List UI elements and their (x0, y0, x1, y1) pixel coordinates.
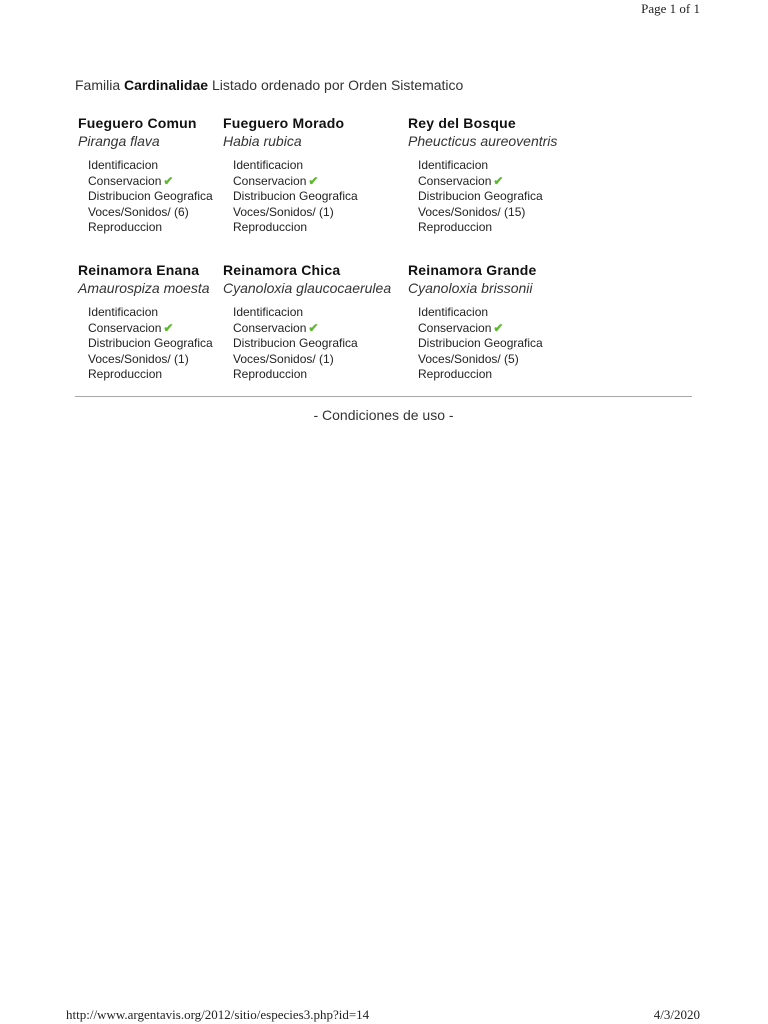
species-link-label: Conservacion (88, 173, 162, 188)
species-scientific-name: Cyanoloxia glaucocaerulea (223, 280, 392, 296)
species-link-label: Identificacion (418, 158, 489, 172)
species-link-label: Conservacion (233, 320, 307, 335)
family-suffix: Listado ordenado por Orden Sistematico (211, 77, 464, 93)
print-date: 4/3/2020 (653, 1007, 700, 1022)
species-link[interactable] (88, 367, 213, 383)
species-link[interactable] (233, 352, 391, 368)
species-links (88, 158, 213, 236)
species-link[interactable] (233, 189, 358, 205)
species-link[interactable] (233, 321, 391, 337)
species-link[interactable] (418, 205, 557, 221)
species-link[interactable] (233, 174, 358, 190)
page-count: Page 1 of 1 (641, 1, 700, 16)
species-common-name: Fueguero Comun (78, 115, 197, 131)
checkmark-icon: ✔ (493, 320, 504, 335)
species-link-label: Reproduccion (418, 220, 493, 234)
species-link-label: Reproduccion (88, 367, 163, 381)
species-link-label: Distribucion Geografica (88, 336, 213, 350)
species-scientific-name: Amaurospiza moesta (78, 280, 210, 296)
checkmark-icon: ✔ (163, 173, 174, 188)
species-common-name: Reinamora Enana (78, 262, 200, 278)
species-link-label: Distribucion Geografica (418, 336, 543, 350)
checkmark-icon: ✔ (493, 173, 504, 188)
species-scientific-name: Piranga flava (78, 133, 160, 149)
species-link[interactable] (233, 205, 358, 221)
species-card (408, 262, 543, 383)
species-link-label: Identificacion (88, 158, 159, 172)
species-link[interactable] (418, 367, 543, 383)
divider (75, 396, 692, 397)
species-link[interactable] (88, 174, 213, 190)
species-links (233, 158, 358, 236)
species-scientific-name: Cyanoloxia brissonii (408, 280, 533, 296)
species-link-label: Distribucion Geografica (418, 189, 543, 203)
species-card (223, 262, 391, 383)
species-link[interactable] (418, 174, 557, 190)
species-link[interactable] (418, 220, 557, 236)
page-url: http://www.argentavis.org/2012/sitio/especies3.php?id=14 (66, 1007, 370, 1022)
species-grid (78, 115, 698, 409)
species-common-name: Reinamora Chica (223, 262, 341, 278)
species-link-label: Voces/Sonidos/ (1) (233, 204, 334, 219)
family-prefix: Familia (75, 77, 121, 93)
species-link[interactable] (233, 158, 358, 174)
species-link[interactable] (233, 220, 358, 236)
species-link[interactable] (88, 305, 213, 321)
species-link[interactable] (88, 220, 213, 236)
species-link-label: Conservacion (233, 173, 307, 188)
species-link-label: Distribucion Geografica (233, 336, 358, 350)
species-link-label: Identificacion (233, 158, 304, 172)
species-common-name: Reinamora Grande (408, 262, 537, 278)
species-link-label: Reproduccion (233, 367, 308, 381)
species-card (408, 115, 557, 236)
species-scientific-name: Pheucticus aureoventris (408, 133, 558, 149)
species-link-label: Voces/Sonidos/ (6) (88, 204, 189, 219)
species-link[interactable] (88, 321, 213, 337)
species-link[interactable] (418, 336, 543, 352)
species-links (88, 305, 213, 383)
species-link-label: Reproduccion (418, 367, 493, 381)
species-link-label: Conservacion (418, 173, 492, 188)
species-link[interactable] (233, 336, 391, 352)
species-link[interactable] (418, 305, 543, 321)
species-link-label: Identificacion (88, 305, 159, 319)
species-link-label: Reproduccion (88, 220, 163, 234)
species-link[interactable] (88, 336, 213, 352)
species-links (233, 305, 391, 383)
species-link-label: Conservacion (418, 320, 492, 335)
species-links (418, 305, 543, 383)
species-common-name: Fueguero Morado (223, 115, 345, 131)
species-link[interactable] (418, 158, 557, 174)
species-link[interactable] (418, 321, 543, 337)
species-scientific-name: Habia rubica (223, 133, 302, 149)
species-link-label: Distribucion Geografica (233, 189, 358, 203)
species-link[interactable] (418, 189, 557, 205)
species-link-label: Voces/Sonidos/ (15) (418, 204, 526, 219)
species-link[interactable] (233, 367, 391, 383)
species-link-label: Voces/Sonidos/ (5) (418, 351, 519, 366)
species-link-label: Identificacion (418, 305, 489, 319)
species-link[interactable] (88, 189, 213, 205)
species-link[interactable] (418, 352, 543, 368)
species-link-label: Voces/Sonidos/ (1) (88, 351, 189, 366)
species-link[interactable] (88, 158, 213, 174)
checkmark-icon: ✔ (308, 320, 319, 335)
species-card (223, 115, 358, 236)
species-card (78, 262, 213, 383)
species-link[interactable] (88, 352, 213, 368)
species-row (78, 262, 698, 409)
species-link-label: Voces/Sonidos/ (1) (233, 351, 334, 366)
species-common-name: Rey del Bosque (408, 115, 516, 131)
species-link[interactable] (88, 205, 213, 221)
species-links (418, 158, 557, 236)
species-link-label: Conservacion (88, 320, 162, 335)
species-link-label: Identificacion (233, 305, 304, 319)
family-name: Cardinalidae (124, 77, 209, 93)
checkmark-icon: ✔ (163, 320, 174, 335)
species-link-label: Distribucion Geografica (88, 189, 213, 203)
species-link-label: Reproduccion (233, 220, 308, 234)
checkmark-icon: ✔ (308, 173, 319, 188)
species-card (78, 115, 213, 236)
family-heading (75, 77, 463, 93)
species-row (78, 115, 698, 262)
terms-of-use-link[interactable]: - Condiciones de uso - (313, 407, 454, 423)
species-link[interactable] (233, 305, 391, 321)
